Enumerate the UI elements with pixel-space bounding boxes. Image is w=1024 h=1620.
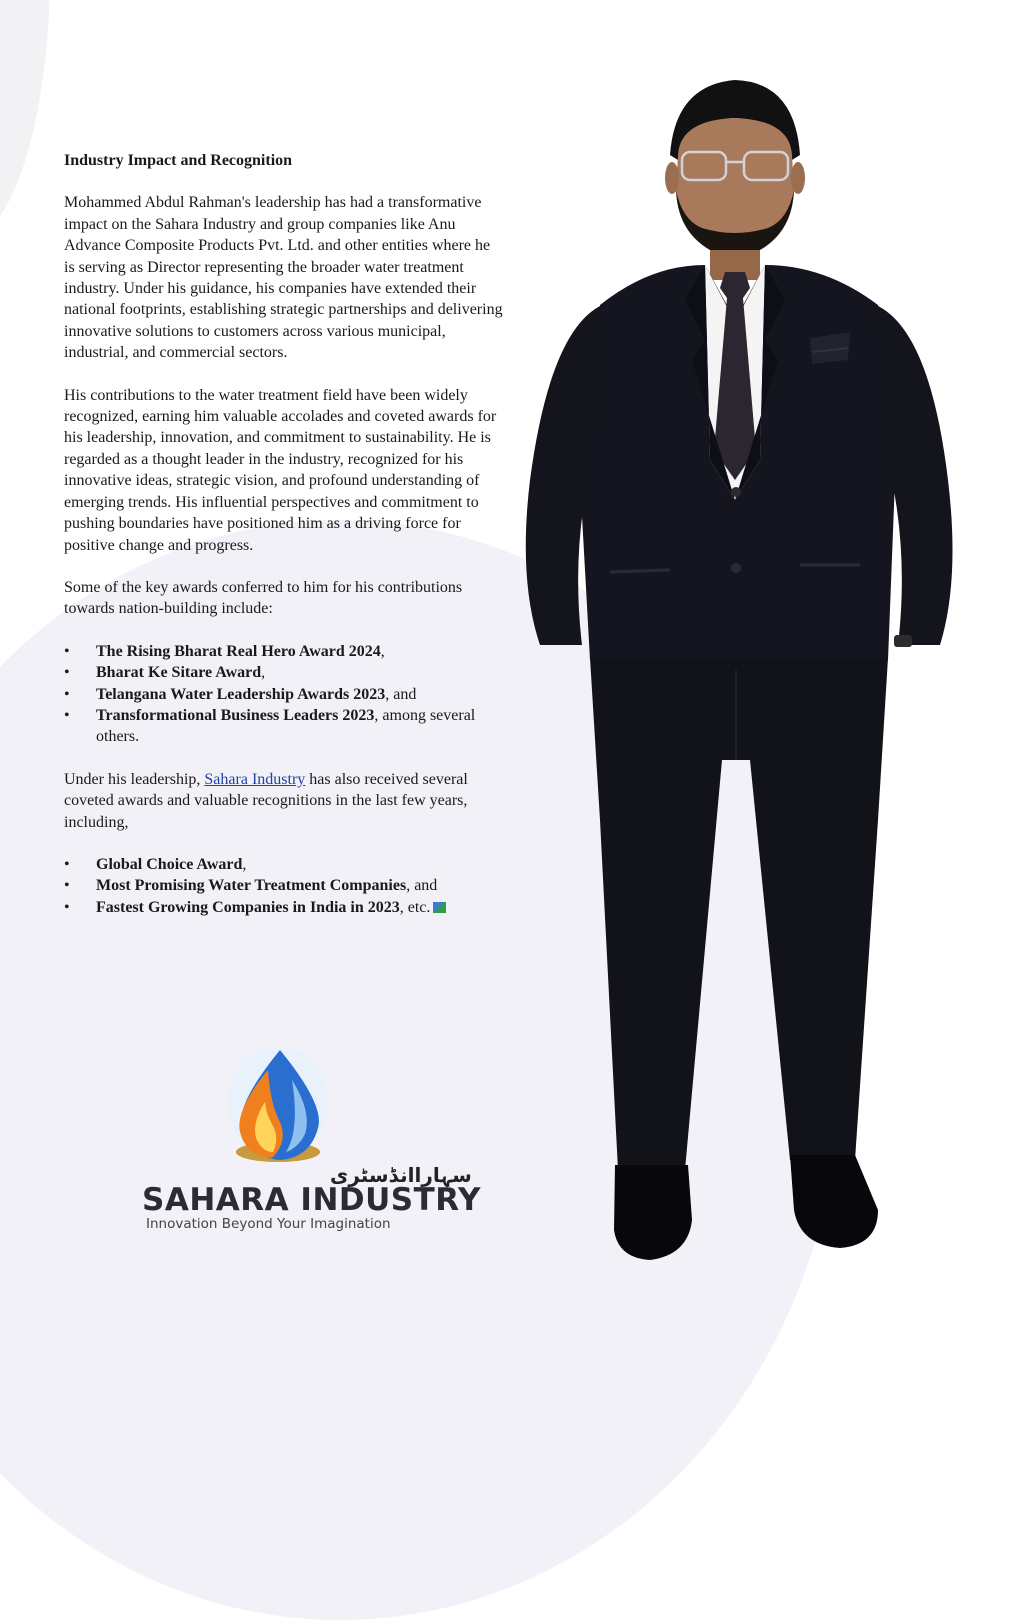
portrait-photo [510,60,960,1300]
company-awards-list [64,854,504,918]
personal-awards-list [64,641,504,748]
award-suffix: , [242,855,247,873]
background-arc-top [0,0,50,240]
list-item [64,854,504,875]
logo-tagline: Innovation Beyond Your Imagination [146,1216,391,1232]
sahara-industry-logo [140,1040,481,1240]
list-item [64,875,504,896]
award-suffix: , and [385,685,417,703]
section-heading: Industry Impact and Recognition [64,152,293,169]
award-suffix: , and [406,877,438,895]
award-suffix: , among several others. [96,706,476,746]
sahara-industry-link[interactable]: Sahara Industry [204,770,306,788]
award-name: Fastest Growing Companies in India in 2023 [96,898,400,916]
award-suffix: , etc. [399,898,431,916]
right-shoe [790,1155,878,1248]
text-after-link: has also received several coveted awards and valuable recognitions in the last few years, including, [64,770,468,831]
paragraph-awards-intro: Some of the key awards conferred to him for his contributions towards nation-building include: [64,578,463,618]
text-before-link: Under his leadership, [64,770,205,788]
award-name: Telangana Water Leadership Awards 2023 [96,685,386,703]
end-mark-icon [433,902,446,913]
award-name: The Rising Bharat Real Hero Award 2024 [96,642,381,660]
trousers [590,658,888,1170]
award-suffix: , [380,642,385,660]
paragraph-recognition: His contributions to the water treatment field have been widely recognized, earning him valuable accolades and coveted awards for his leadership, innovation, and commitment to sustainability. He is regarded as a thought leader in the industry, recognized for his innovative ideas, strategic vision, and profound understanding of emerging trends. His influential perspectives and commitment to pushing boundaries have positioned him as a driving force for positive change and progress. [64,386,497,554]
list-item [64,641,504,662]
list-item [64,897,504,918]
bullet-icon: • [64,706,70,724]
paragraph-impact: Mohammed Abdul Rahman's leadership has had a transformative impact on the Sahara Industry and group companies like Anu Advance Composite Products Pvt. Ltd. and other entities where he is serving as Director representing the broader water treatment industry. Under his guidance, his companies have extended their national footprints, establishing strategic partnerships and delivering innovative solutions to customers across various municipal, industrial, and commercial sectors. [64,194,503,362]
bullet-icon: • [64,855,70,873]
bullet-icon: • [64,664,70,682]
article-body [64,150,504,939]
bullet-icon: • [64,898,70,916]
award-name: Bharat Ke Sitare Award [96,664,262,682]
bullet-icon: • [64,642,70,660]
list-item [64,705,504,748]
logo-name: SAHARA INDUSTRY [142,1182,481,1218]
left-shoe [614,1165,692,1260]
award-name: Global Choice Award [96,855,243,873]
bullet-icon: • [64,685,70,703]
award-name: Most Promising Water Treatment Companies [96,877,407,895]
paragraph-company-awards [64,769,504,833]
award-name: Transformational Business Leaders 2023 [96,706,375,724]
list-item [64,684,504,705]
flame-drop-icon [140,1040,430,1165]
award-suffix: , [261,664,266,682]
list-item [64,662,504,683]
bullet-icon: • [64,877,70,895]
logo-urdu-text: سہاراانڈسٹری [330,1163,472,1187]
